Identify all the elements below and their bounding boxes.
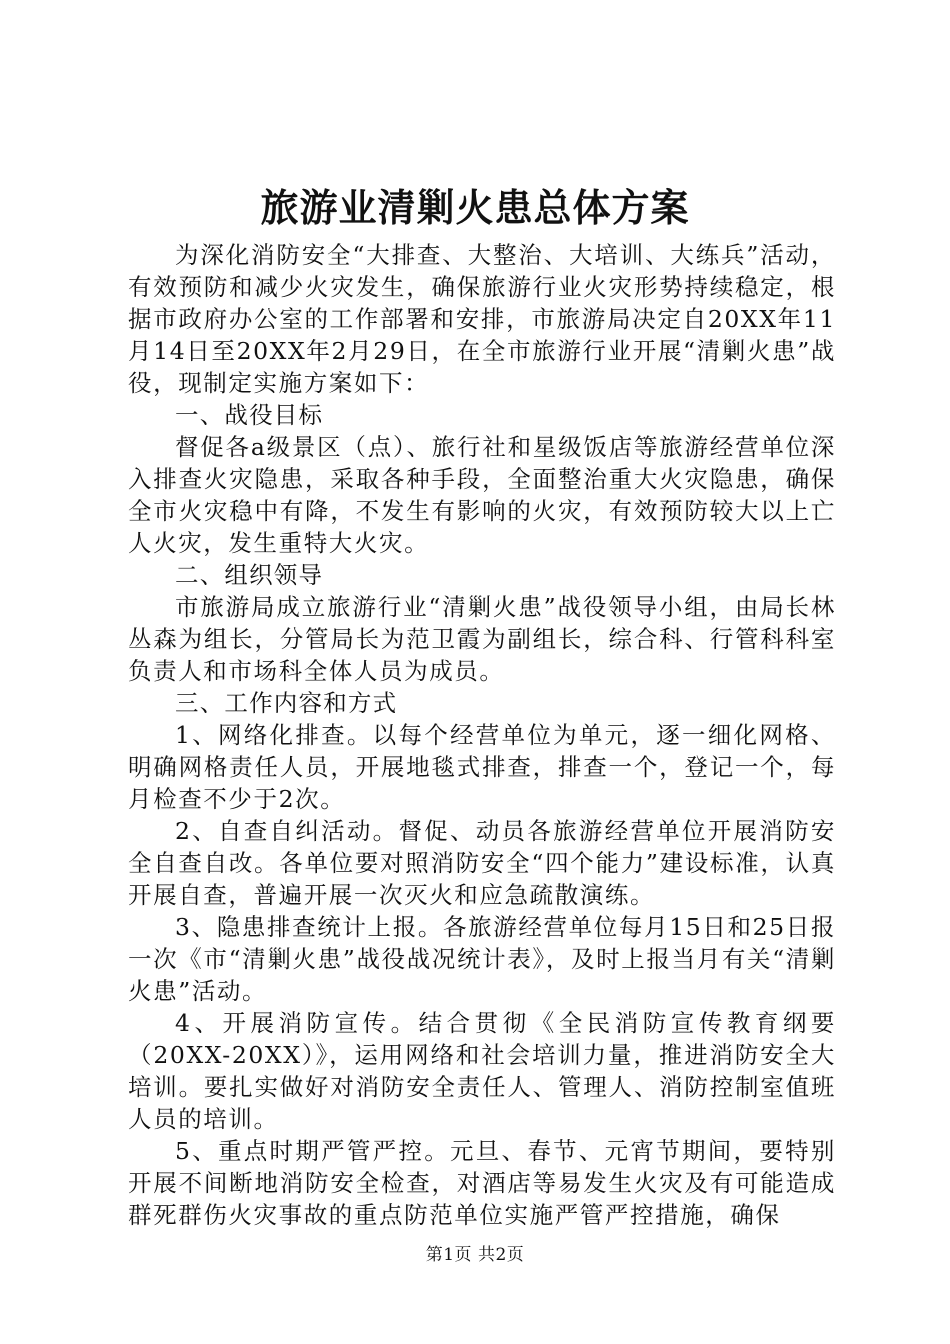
work-item-4: 4、开展消防宣传。结合贯彻《全民消防宣传教育纲要（20XX-20XX）》，运用网络和社会培训力量，推进消防安全大培训。要扎实做好对消防安全责任人、管理人、消防控制室值班人员的培训。	[128, 1009, 836, 1133]
goal-paragraph: 督促各a级景区（点）、旅行社和星级饭店等旅游经营单位深入排查火灾隐患，采取各种手段，全面整治重大火灾隐患，确保全市火灾稳中有降，不发生有影响的火灾，有效预防较大以上亡人火灾，发生重特大火灾。	[128, 433, 836, 557]
work-item-5: 5、重点时期严管严控。元旦、春节、元宵节期间，要特别开展不间断地消防安全检查，对酒店等易发生火灾及有可能造成群死群伤火灾事故的重点防范单位实施严管严控措施，确保	[128, 1137, 836, 1229]
page-footer: 第1页 共2页	[425, 1245, 525, 1265]
document-title: 旅游业清剿火患总体方案	[260, 185, 690, 230]
work-item-1: 1、网络化排查。以每个经营单位为单元，逐一细化网格、明确网格责任人员，开展地毯式排查，排查一个，登记一个，每月检查不少于2次。	[128, 721, 836, 813]
work-item-2: 2、自查自纠活动。督促、动员各旅游经营单位开展消防安全自查自改。各单位要对照消防安全“四个能力”建设标准，认真开展自查，普遍开展一次灭火和应急疏散演练。	[128, 817, 836, 909]
section-heading-work-content: 三、工作内容和方式	[175, 689, 398, 717]
work-item-3: 3、隐患排查统计上报。各旅游经营单位每月15日和25日报一次《市“清剿火患”战役战况统计表》，及时上报当月有关“清剿火患”活动。	[128, 913, 836, 1005]
intro-paragraph: 为深化消防安全“大排查、大整治、大培训、大练兵”活动，有效预防和减少火灾发生，确保旅游行业火灾形势持续稳定，根据市政府办公室的工作部署和安排，市旅游局决定自20XX年11月14日至20XX年2月29日，在全市旅游行业开展“清剿火患”战役，现制定实施方案如下：	[128, 241, 836, 397]
section-heading-goal: 一、战役目标	[175, 401, 324, 429]
document-body	[128, 239, 836, 1231]
section-heading-organization: 二、组织领导	[175, 561, 324, 589]
organization-paragraph: 市旅游局成立旅游行业“清剿火患”战役领导小组，由局长林丛森为组长，分管局长为范卫霞为副组长，综合科、行管科科室负责人和市场科全体人员为成员。	[128, 593, 836, 685]
